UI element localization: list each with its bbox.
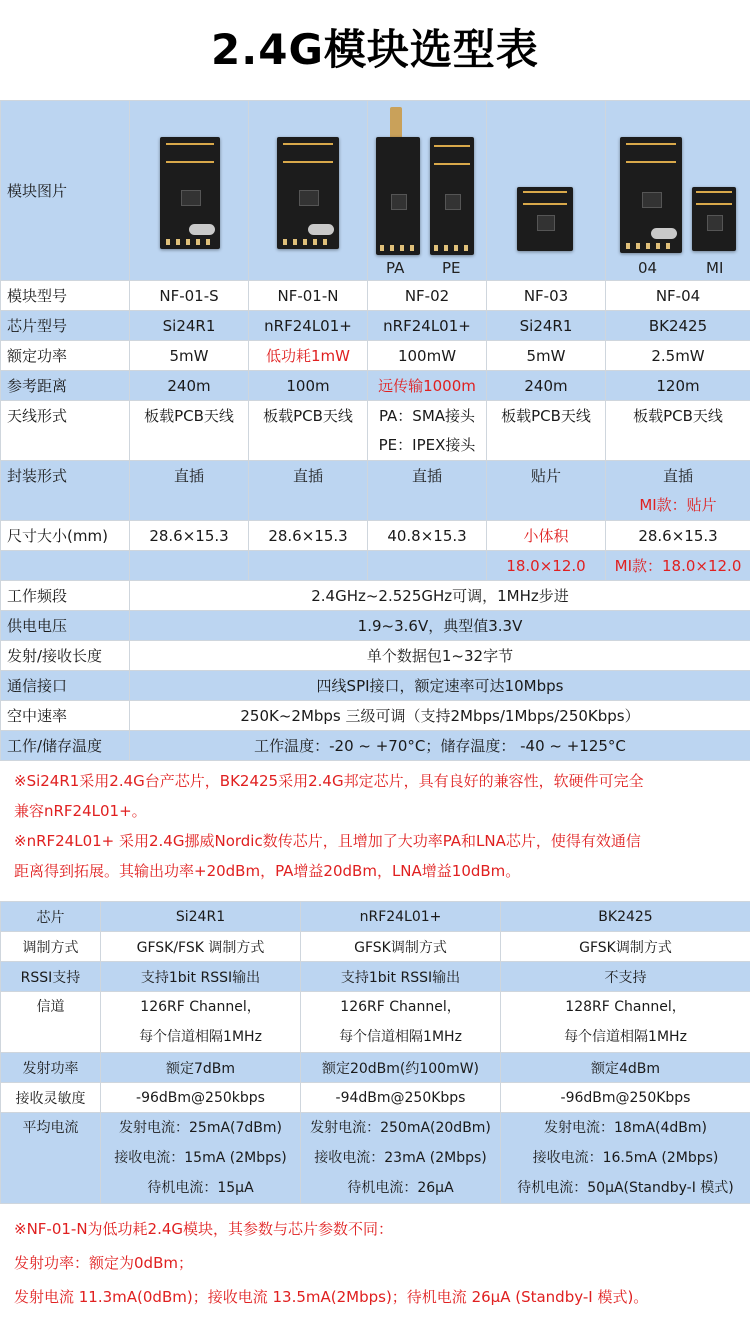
module-image-nf02 (368, 101, 487, 281)
cell-size: 40.8×15.3 (368, 521, 487, 551)
note-line: 发射功率：额定为0dBm； (14, 1254, 193, 1272)
antenna-pe: PE：IPEX接头 (378, 436, 476, 454)
notes-nf01n (14, 1212, 744, 1314)
cell-antenna: 板载PCB天线 (606, 401, 750, 461)
cell-chip: BK2425 (606, 311, 750, 341)
row-label-rate: 空中速率 (1, 701, 130, 731)
cell-value: GFSK调制方式 (301, 932, 501, 962)
row-label: 发射功率 (1, 1053, 101, 1083)
cell-chip: nRF24L01+ (368, 311, 487, 341)
row-label-model: 模块型号 (1, 281, 130, 311)
module-image-nf01s (130, 101, 249, 281)
row-label: RSSI支持 (1, 962, 101, 992)
cell-line: 接收电流：23mA (2Mbps) (314, 1150, 487, 1166)
antenna-pa: PA：SMA接头 (378, 407, 476, 425)
cell-chip: Si24R1 (130, 311, 249, 341)
cell-package: 直插 (368, 461, 487, 521)
cell-package: 贴片 (487, 461, 606, 521)
note-line: 兼容nRF24L01+。 (14, 802, 147, 820)
label-pe: PE (442, 258, 461, 277)
row-label: 信道 (1, 992, 101, 1053)
cell-value: GFSK/FSK 调制方式 (101, 932, 301, 962)
cell-size2: 18.0×12.0 (487, 551, 606, 581)
cell-line: 126RF Channel， (340, 999, 461, 1015)
chip-comparison-table (0, 901, 750, 1204)
label-mi: MI (706, 258, 724, 277)
cell-size2: MI款：18.0×12.0 (606, 551, 750, 581)
chip-header-label: 芯片 (1, 902, 101, 932)
row-picture (1, 101, 750, 281)
row-size (1, 521, 750, 551)
cell-line: 待机电流：15μA (147, 1180, 254, 1196)
cell-band: 2.4GHz~2.525GHz可调，1MHz步进 (130, 581, 750, 611)
cell-power: 100mW (368, 341, 487, 371)
module-image-nf04 (606, 101, 750, 281)
cell-line: 接收电流：16.5mA (2Mbps) (532, 1150, 719, 1166)
cell-line: 128RF Channel， (565, 999, 686, 1015)
label-04: 04 (638, 258, 658, 277)
cell-value: -96dBm@250Kbps (501, 1083, 750, 1113)
cell-model: NF-03 (487, 281, 606, 311)
row-power (1, 341, 750, 371)
cell-power: 5mW (130, 341, 249, 371)
chip-name: BK2425 (501, 902, 750, 932)
row-tx-power (1, 1053, 750, 1083)
note-line: ※Si24R1采用2.4G台产芯片，BK2425采用2.4G邦定芯片，具有良好的兼容性，软硬件可完全 (14, 772, 644, 790)
cell-line: 接收电流：15mA (2Mbps) (114, 1150, 287, 1166)
row-sensitivity (1, 1083, 750, 1113)
cell-voltage: 1.9~3.6V，典型值3.3V (130, 611, 750, 641)
label-pa: PA (386, 258, 405, 277)
row-label-interface: 通信接口 (1, 671, 130, 701)
row-voltage (1, 611, 750, 641)
row-antenna (1, 401, 750, 461)
cell-value: 支持1bit RSSI输出 (301, 962, 501, 992)
row-label-size: 尺寸大小(mm) (1, 521, 130, 551)
cell-line: 发射电流：25mA(7dBm) (119, 1120, 282, 1136)
row-label-temp: 工作/储存温度 (1, 731, 130, 761)
row-label-chip: 芯片型号 (1, 311, 130, 341)
cell-value: 不支持 (501, 962, 750, 992)
cell-range: 100m (249, 371, 368, 401)
row-chip (1, 311, 750, 341)
cell-value: -96dBm@250kbps (101, 1083, 301, 1113)
cell-chip: nRF24L01+ (249, 311, 368, 341)
cell-power-highlight: 低功耗1mW (249, 341, 368, 371)
package-main: 直插 (662, 467, 693, 485)
module-image-nf01n (249, 101, 368, 281)
row-label-antenna: 天线形式 (1, 401, 130, 461)
row-rssi (1, 962, 750, 992)
cell-range-highlight: 远传输1000m (368, 371, 487, 401)
row-label: 平均电流 (1, 1113, 101, 1204)
cell-package: 直插 (130, 461, 249, 521)
cell-antenna: 板载PCB天线 (130, 401, 249, 461)
cell-line: 每个信道相隔1MHz (564, 1029, 687, 1045)
page-title: 2.4G模块选型表 (211, 25, 539, 74)
module-selection-table (0, 100, 750, 761)
cell-antenna: 板载PCB天线 (249, 401, 368, 461)
cell-size: 28.6×15.3 (606, 521, 750, 551)
row-modulation (1, 932, 750, 962)
cell-chip: Si24R1 (487, 311, 606, 341)
row-channel (1, 992, 750, 1053)
cell-model: NF-02 (368, 281, 487, 311)
row-rate (1, 701, 750, 731)
cell-range: 120m (606, 371, 750, 401)
cell-rate: 250K~2Mbps 三级可调（支持2Mbps/1Mbps/250Kbps） (130, 701, 750, 731)
cell-antenna-nf02 (368, 401, 487, 461)
cell-model: NF-01-N (249, 281, 368, 311)
chip-name: nRF24L01+ (301, 902, 501, 932)
cell-interface: 四线SPI接口，额定速率可达10Mbps (130, 671, 750, 701)
chip-header-row (1, 902, 750, 932)
cell-temp: 工作温度：-20 ~ +70°C；储存温度： -40 ~ +125°C (130, 731, 750, 761)
row-package (1, 461, 750, 521)
cell-value: 支持1bit RSSI输出 (101, 962, 301, 992)
notes-chip-info (14, 766, 744, 886)
row-interface (1, 671, 750, 701)
chip-name: Si24R1 (101, 902, 301, 932)
cell-line: 126RF Channel， (140, 999, 261, 1015)
row-label-package: 封装形式 (1, 461, 130, 521)
note-line: ※NF-01-N为低功耗2.4G模块，其参数与芯片参数不同： (14, 1220, 394, 1238)
cell-antenna: 板载PCB天线 (487, 401, 606, 461)
row-label-power: 额定功率 (1, 341, 130, 371)
package-mi: MI款：贴片 (639, 496, 717, 514)
cell-line: 每个信道相隔1MHz (139, 1029, 262, 1045)
row-band (1, 581, 750, 611)
cell-size: 28.6×15.3 (249, 521, 368, 551)
row-label-range: 参考距离 (1, 371, 130, 401)
row-label: 接收灵敏度 (1, 1083, 101, 1113)
cell-power: 5mW (487, 341, 606, 371)
note-line: 距离得到拓展。其输出功率+20dBm，PA增益20dBm，LNA增益10dBm。 (14, 862, 521, 880)
row-size-extra (1, 551, 750, 581)
cell-value: 额定4dBm (501, 1053, 750, 1083)
row-range (1, 371, 750, 401)
cell-value: 额定20dBm(约100mW) (301, 1053, 501, 1083)
cell-package: 直插 (249, 461, 368, 521)
note-line: 发射电流 11.3mA(0dBm)；接收电流 13.5mA(2Mbps)；待机电流 26μA (Standby-I 模式)。 (14, 1288, 649, 1306)
cell-size: 28.6×15.3 (130, 521, 249, 551)
cell-range: 240m (487, 371, 606, 401)
cell-value: -94dBm@250Kbps (301, 1083, 501, 1113)
row-model (1, 281, 750, 311)
cell-model: NF-04 (606, 281, 750, 311)
cell-size-highlight: 小体积 (487, 521, 606, 551)
row-temp (1, 731, 750, 761)
row-current (1, 1113, 750, 1204)
row-length (1, 641, 750, 671)
cell-line: 每个信道相隔1MHz (339, 1029, 462, 1045)
row-label-picture: 模块图片 (1, 101, 130, 281)
row-label-band: 工作频段 (1, 581, 130, 611)
row-label-voltage: 供电电压 (1, 611, 130, 641)
cell-line: 待机电流：26μA (347, 1180, 454, 1196)
cell-power: 2.5mW (606, 341, 750, 371)
row-label-length: 发射/接收长度 (1, 641, 130, 671)
note-line: ※nRF24L01+ 采用2.4G挪威Nordic数传芯片，且增加了大功率PA和LNA芯片，使得有效通信 (14, 832, 641, 850)
row-label: 调制方式 (1, 932, 101, 962)
cell-range: 240m (130, 371, 249, 401)
cell-line: 发射电流：250mA(20dBm) (310, 1120, 491, 1136)
cell-value: GFSK调制方式 (501, 932, 750, 962)
cell-line: 待机电流：50μA(Standby-I 模式) (517, 1180, 734, 1196)
cell-line: 发射电流：18mA(4dBm) (544, 1120, 707, 1136)
cell-package-nf04 (606, 461, 750, 521)
cell-model: NF-01-S (130, 281, 249, 311)
cell-length: 单个数据包1~32字节 (130, 641, 750, 671)
cell-value: 额定7dBm (101, 1053, 301, 1083)
module-image-nf03 (487, 101, 606, 281)
